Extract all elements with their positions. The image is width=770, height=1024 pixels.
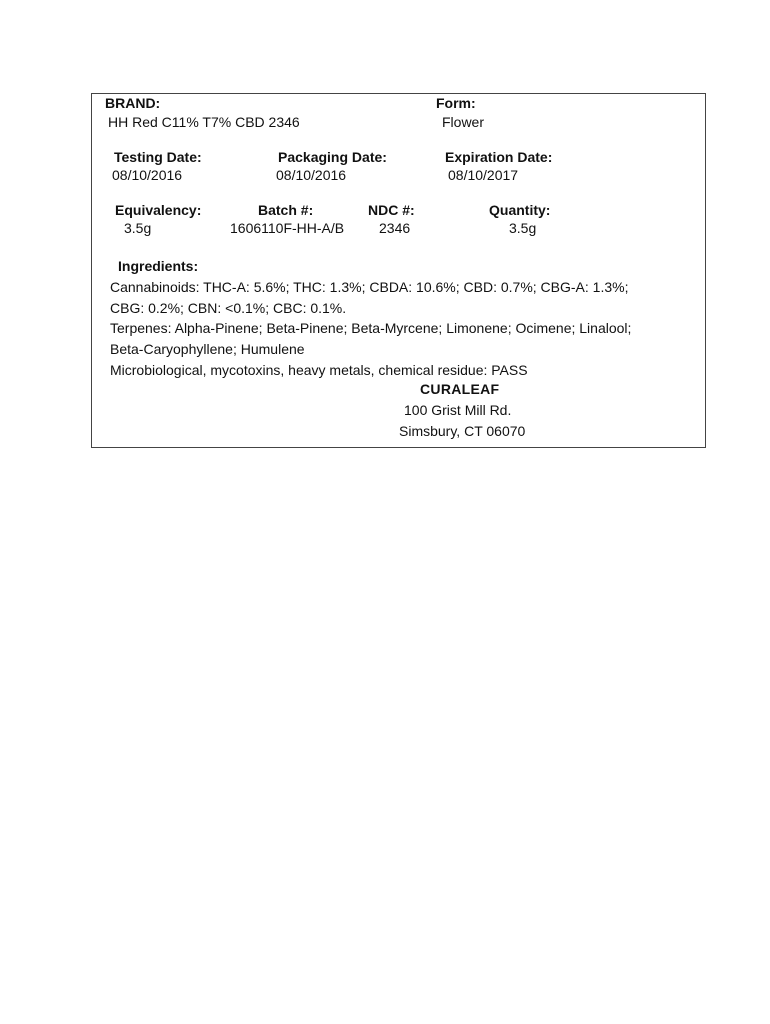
- quantity-heading: Quantity:: [489, 202, 551, 218]
- quantity-value: 3.5g: [509, 220, 537, 236]
- expiration-date-heading: Expiration Date:: [445, 149, 553, 165]
- ingredients-heading: Ingredients:: [118, 258, 199, 274]
- address-line-2: Simsbury, CT 06070: [399, 423, 526, 439]
- brand-heading: BRAND:: [105, 95, 161, 111]
- terpenes-line-2: Beta-Caryophyllene; Humulene: [110, 341, 305, 357]
- brand-value: HH Red C11% T7% CBD 2346: [108, 114, 300, 130]
- equivalency-value: 3.5g: [124, 220, 152, 236]
- ndc-value: 2346: [379, 220, 411, 236]
- testing-result-line: Microbiological, mycotoxins, heavy metals, chemical residue: PASS: [110, 362, 528, 378]
- form-value: Flower: [442, 114, 485, 130]
- batch-heading: Batch #:: [258, 202, 314, 218]
- company-name: CURALEAF: [420, 381, 500, 397]
- cannabinoids-line-2: CBG: 0.2%; CBN: <0.1%; CBC: 0.1%.: [110, 300, 347, 316]
- form-heading: Form:: [436, 95, 476, 111]
- packaging-date-heading: Packaging Date:: [278, 149, 387, 165]
- testing-date-value: 08/10/2016: [112, 167, 183, 183]
- testing-date-heading: Testing Date:: [114, 149, 202, 165]
- address-line-1: 100 Grist Mill Rd.: [404, 402, 512, 418]
- expiration-date-value: 08/10/2017: [448, 167, 519, 183]
- ndc-heading: NDC #:: [368, 202, 415, 218]
- product-label: [91, 93, 706, 448]
- equivalency-heading: Equivalency:: [115, 202, 202, 218]
- cannabinoids-line-1: Cannabinoids: THC-A: 5.6%; THC: 1.3%; CBDA: 10.6%; CBD: 0.7%; CBG-A: 1.3%;: [110, 279, 629, 295]
- packaging-date-value: 08/10/2016: [276, 167, 347, 183]
- batch-value: 1606110F-HH-A/B: [230, 220, 345, 236]
- terpenes-line-1: Terpenes: Alpha-Pinene; Beta-Pinene; Beta-Myrcene; Limonene; Ocimene; Linalool;: [110, 320, 632, 336]
